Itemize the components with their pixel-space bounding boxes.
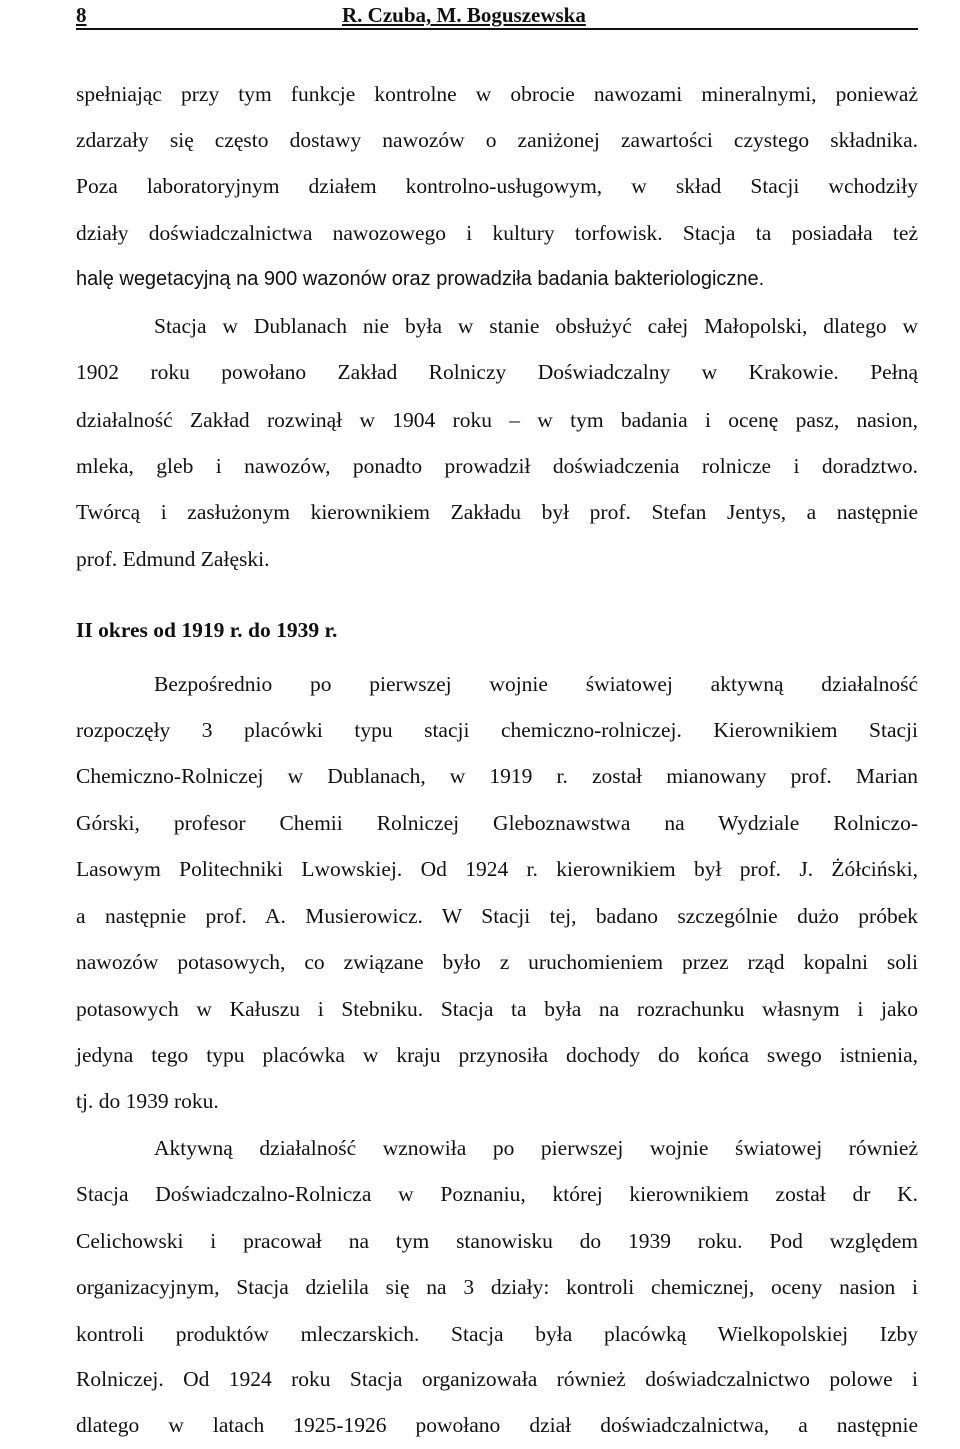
text-line: Stacja Doświadczalno-Rolnicza w Poznaniu, której kierownikiem został dr K. [76, 1182, 918, 1206]
page-number: 8 [76, 3, 87, 27]
text-line: Celichowski i pracował na tym stanowisku do 1939 roku. Pod względem [76, 1229, 918, 1253]
text-line: Rolniczej. Od 1924 roku Stacja organizowała również doświadczalnictwo polowe i [76, 1367, 918, 1391]
text-line: halę wegetacyjną na 900 wazonów oraz prowadziła badania bakteriologiczne. [76, 268, 765, 290]
text-line: Lasowym Politechniki Lwowskiej. Od 1924 r. kierownikiem był prof. J. Żółciński, [76, 857, 918, 881]
text-line: działalność Zakład rozwinął w 1904 roku – w tym badania i ocenę pasz, nasion, [76, 408, 918, 432]
text-line: Stacja w Dublanach nie była w stanie obsłużyć całej Małopolski, dlatego w [154, 314, 918, 338]
text-line: spełniając przy tym funkcje kontrolne w obrocie nawozami mineralnymi, ponieważ [76, 82, 918, 106]
text-line: Chemiczno-Rolniczej w Dublanach, w 1919 r. został mianowany prof. Marian [76, 764, 918, 788]
text-line: Poza laboratoryjnym działem kontrolno-usługowym, w skład Stacji wchodziły [76, 174, 918, 198]
text-line: działy doświadczalnictwa nawozowego i kultury torfowisk. Stacja ta posiadała też [76, 221, 918, 245]
text-line: a następnie prof. A. Musierowicz. W Stacji tej, badano szczególnie dużo próbek [76, 904, 918, 928]
text-line: kontroli produktów mleczarskich. Stacja była placówką Wielkopolskiej Izby [76, 1322, 918, 1346]
text-line: Bezpośrednio po pierwszej wojnie światowej aktywną działalność [154, 672, 918, 696]
text-line: nawozów potasowych, co związane było z uruchomieniem przez rząd kopalni soli [76, 950, 918, 974]
text-line: jedyna tego typu placówka w kraju przynosiła dochody do końca swego istnienia, [76, 1043, 918, 1067]
text-line: zdarzały się często dostawy nawozów o zaniżonej zawartości czystego składnika. [76, 128, 918, 152]
text-line: organizacyjnym, Stacja dzielila się na 3 działy: kontroli chemicznej, oceny nasion i [76, 1275, 918, 1299]
text-line: mleka, gleb i nawozów, ponadto prowadził doświadczenia rolnicze i doradztwo. [76, 454, 918, 478]
text-line: Twórcą i zasłużonym kierownikiem Zakładu był prof. Stefan Jentys, a następnie [76, 500, 918, 524]
text-line: 1902 roku powołano Zakład Rolniczy Doświadczalny w Krakowie. Pełną [76, 360, 918, 384]
text-line: dlatego w latach 1925-1926 powołano dział doświadczalnictwa, a następnie [76, 1413, 918, 1437]
text-line: tj. do 1939 roku. [76, 1089, 219, 1113]
running-header [76, 2, 918, 30]
text-line: rozpoczęły 3 placówki typu stacji chemiczno-rolniczej. Kierownikiem Stacji [76, 718, 918, 742]
text-line: Górski, profesor Chemii Rolniczej Gleboznawstwa na Wydziale Rolniczo- [76, 811, 918, 835]
text-line: Aktywną działalność wznowiła po pierwszej wojnie światowej również [154, 1136, 918, 1160]
text-line: potasowych w Kałuszu i Stebniku. Stacja ta była na rozrachunku własnym i jako [76, 997, 918, 1021]
section-heading: II okres od 1919 r. do 1939 r. [76, 618, 338, 642]
text-line: prof. Edmund Załęski. [76, 547, 270, 571]
running-header-authors: R. Czuba, M. Boguszewska [342, 3, 586, 27]
